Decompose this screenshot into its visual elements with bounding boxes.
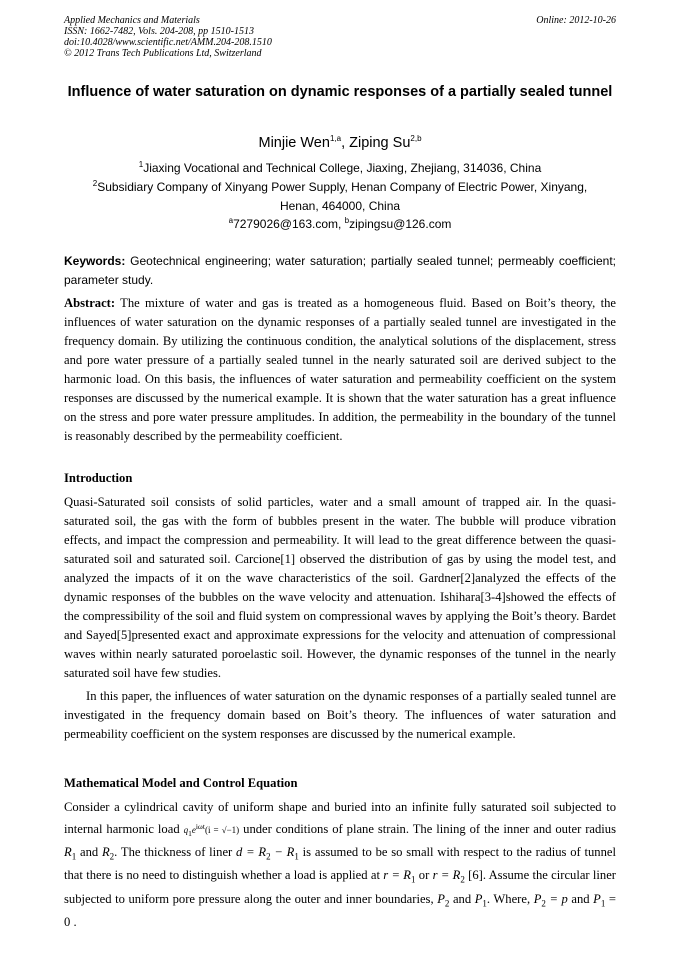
online-date: Online: 2012-10-26 [536, 15, 616, 26]
journal-name: Applied Mechanics and Materials [64, 15, 200, 26]
model-text: or [415, 868, 433, 883]
model-text: . The thickness of liner [114, 844, 233, 859]
symbol-sub: 2 [109, 851, 115, 862]
author-separator: , [341, 135, 350, 151]
model-paragraph [64, 798, 616, 932]
author-name: Minjie Wen [258, 135, 330, 151]
symbol-sub: 2 [444, 898, 450, 909]
email-sup: b [344, 216, 350, 225]
formula-paren: (i = √−1) [204, 825, 240, 835]
affiliation-1 [64, 159, 616, 178]
abstract-block [64, 294, 616, 446]
author-name: Ziping Su [349, 135, 411, 151]
email-sup: a [228, 216, 234, 225]
keywords-text: Geotechnical engineering; water saturation; partially sealed tunnel; permeably coefficient; parameter study. [64, 254, 616, 287]
radius-formula-2: r = R [432, 868, 461, 883]
symbol-p2: P [533, 891, 542, 906]
paper-title: Influence of water saturation on dynamic responses of a partially sealed tunnel [67, 84, 613, 100]
introduction-paragraph-1: Quasi-Saturated soil consists of solid particles, water and a small amount of trapped air. In the quasi-saturated soil, the gas with the form of bubbles present in the water. The bubble will produce vibration effects, and impact the compression and permeability. It will lead to the great difference between the quasi-saturated soil and saturated soil. Carcione[1] observed the distribution of gas by using the model test, and analyzed the impacts of it on the wave characteristics of the soil. Gardner[2]analyzed the effects of the dynamic responses of the bubbles on the wave velocity and attenuation. Ishihara[3-4]showed the effects of the compressibility of the soil and fluid system on compressional waves by applying the Boit’s theory. Bardet and Sayed[5]presented exact and approximate expressions for the velocity and attenuation of compressional waves within nearly saturated poroelastic soil. However, the dynamic responses of the tunnel in the nearly saturated soil have few studies. [64, 495, 616, 680]
journal-header [64, 15, 616, 59]
symbol-p1: P [593, 891, 601, 906]
model-text: is assumed to be so small with respect to the radius of tunnel that there is no need to distinguish whether a load is applied at [64, 844, 616, 883]
symbol-r2: R [101, 844, 110, 859]
affiliation-sup: 2 [92, 179, 98, 188]
thickness-formula: d = R [236, 844, 267, 859]
affiliation-text: Subsidiary Company of Xinyang Power Supply, Henan Company of Electric Power, Xinyang, [97, 180, 588, 194]
formula-exp: iωt [195, 822, 205, 831]
symbol-sub: 1 [294, 851, 299, 862]
author-line [64, 134, 616, 152]
model-text: and [449, 891, 475, 906]
author-sup: 2,b [410, 134, 422, 144]
model-text: and [76, 844, 102, 859]
affiliation-sup: 1 [138, 160, 144, 169]
formula-e: e [191, 825, 196, 835]
symbol-sub: 1 [71, 851, 77, 862]
email-line [64, 215, 616, 234]
affiliation-2-line-2: Henan, 464000, China [279, 199, 401, 213]
model-text: [6]. Assume the circular liner subjected to uniform pore pressure along the outer and inner boundaries, [64, 868, 616, 906]
model-text: Consider a cylindrical cavity of uniform shape and buried into an infinite fully saturated soil subjected to internal harmonic load [64, 800, 616, 836]
affiliation-text: Jiaxing Vocational and Technical College, Jiaxing, Zhejiang, 314036, China [143, 161, 542, 175]
formula-sub: 1 [188, 828, 192, 838]
email-address: 7279026@163.com, [233, 217, 345, 231]
introduction-heading: Introduction [64, 471, 133, 485]
abstract-text: The mixture of water and gas is treated as a homogeneous fluid. Based on Boit’s theory, the influences of water saturation on the dynamic responses of a partially sealed tunnel are investigated in the frequency domain. By utilizing the continuous condition, the analytical solutions of the displacement, stress and pore water pressure of a partially sealed tunnel in the nearly saturated soil are derived subject to the harmonic load. On this basis, the influences of water saturation and permeability coefficient on the system responses are discussed by the numerical example. It is shown that the water saturation has a great influence on the stress and pore water pressure amplitudes. In addition, the permeability in the boundary of the tunnel is reasonably described by the permeability coefficient. [64, 296, 616, 443]
symbol-sub: 1 [411, 874, 416, 885]
model-heading: Mathematical Model and Control Equation [64, 776, 298, 790]
symbol-sub: 1 [482, 898, 487, 909]
model-text: . Where, [486, 891, 531, 906]
doi-line: doi:10.4028/www.scientific.net/AMM.204-208.1510 [64, 37, 272, 48]
issn-line: ISSN: 1662-7482, Vols. 204-208, pp 1510-1513 [64, 26, 254, 37]
copyright-line: © 2012 Trans Tech Publications Ltd, Switzerland [64, 48, 262, 59]
keywords-block [64, 252, 616, 290]
author-sup: 1,a [329, 134, 342, 144]
symbol-sub: 2 [266, 851, 271, 862]
model-text: and [567, 891, 594, 906]
symbol-sub: 1 [600, 898, 606, 909]
symbol-sub: 2 [460, 874, 465, 885]
affiliation-2 [64, 178, 616, 197]
pressure-formula: = p [545, 891, 568, 906]
symbol-r1: R [64, 844, 72, 859]
symbol-sub: 2 [541, 898, 546, 909]
symbol-p1: P [474, 891, 483, 906]
email-address: zipingsu@126.com [349, 217, 452, 231]
thickness-formula-minus: − R [270, 844, 295, 859]
symbol-p2: P [437, 891, 445, 906]
abstract-label: Abstract: [64, 296, 116, 310]
introduction-paragraph-2: In this paper, the influences of water saturation on the dynamic responses of a partially sealed tunnel are investigated in the frequency domain based on Boit’s theory. The influences of water saturation and permeability coefficient on the system responses are discussed by the numerical example. [64, 689, 616, 741]
model-text: under conditions of plane strain. The lining of the inner and outer radius [243, 822, 616, 836]
load-formula [183, 822, 240, 838]
radius-formula-1: r = R [383, 868, 411, 883]
formula-q: q [183, 825, 189, 835]
pressure-formula-zero: = 0 . [64, 891, 616, 930]
keywords-label: Keywords: [64, 254, 126, 268]
